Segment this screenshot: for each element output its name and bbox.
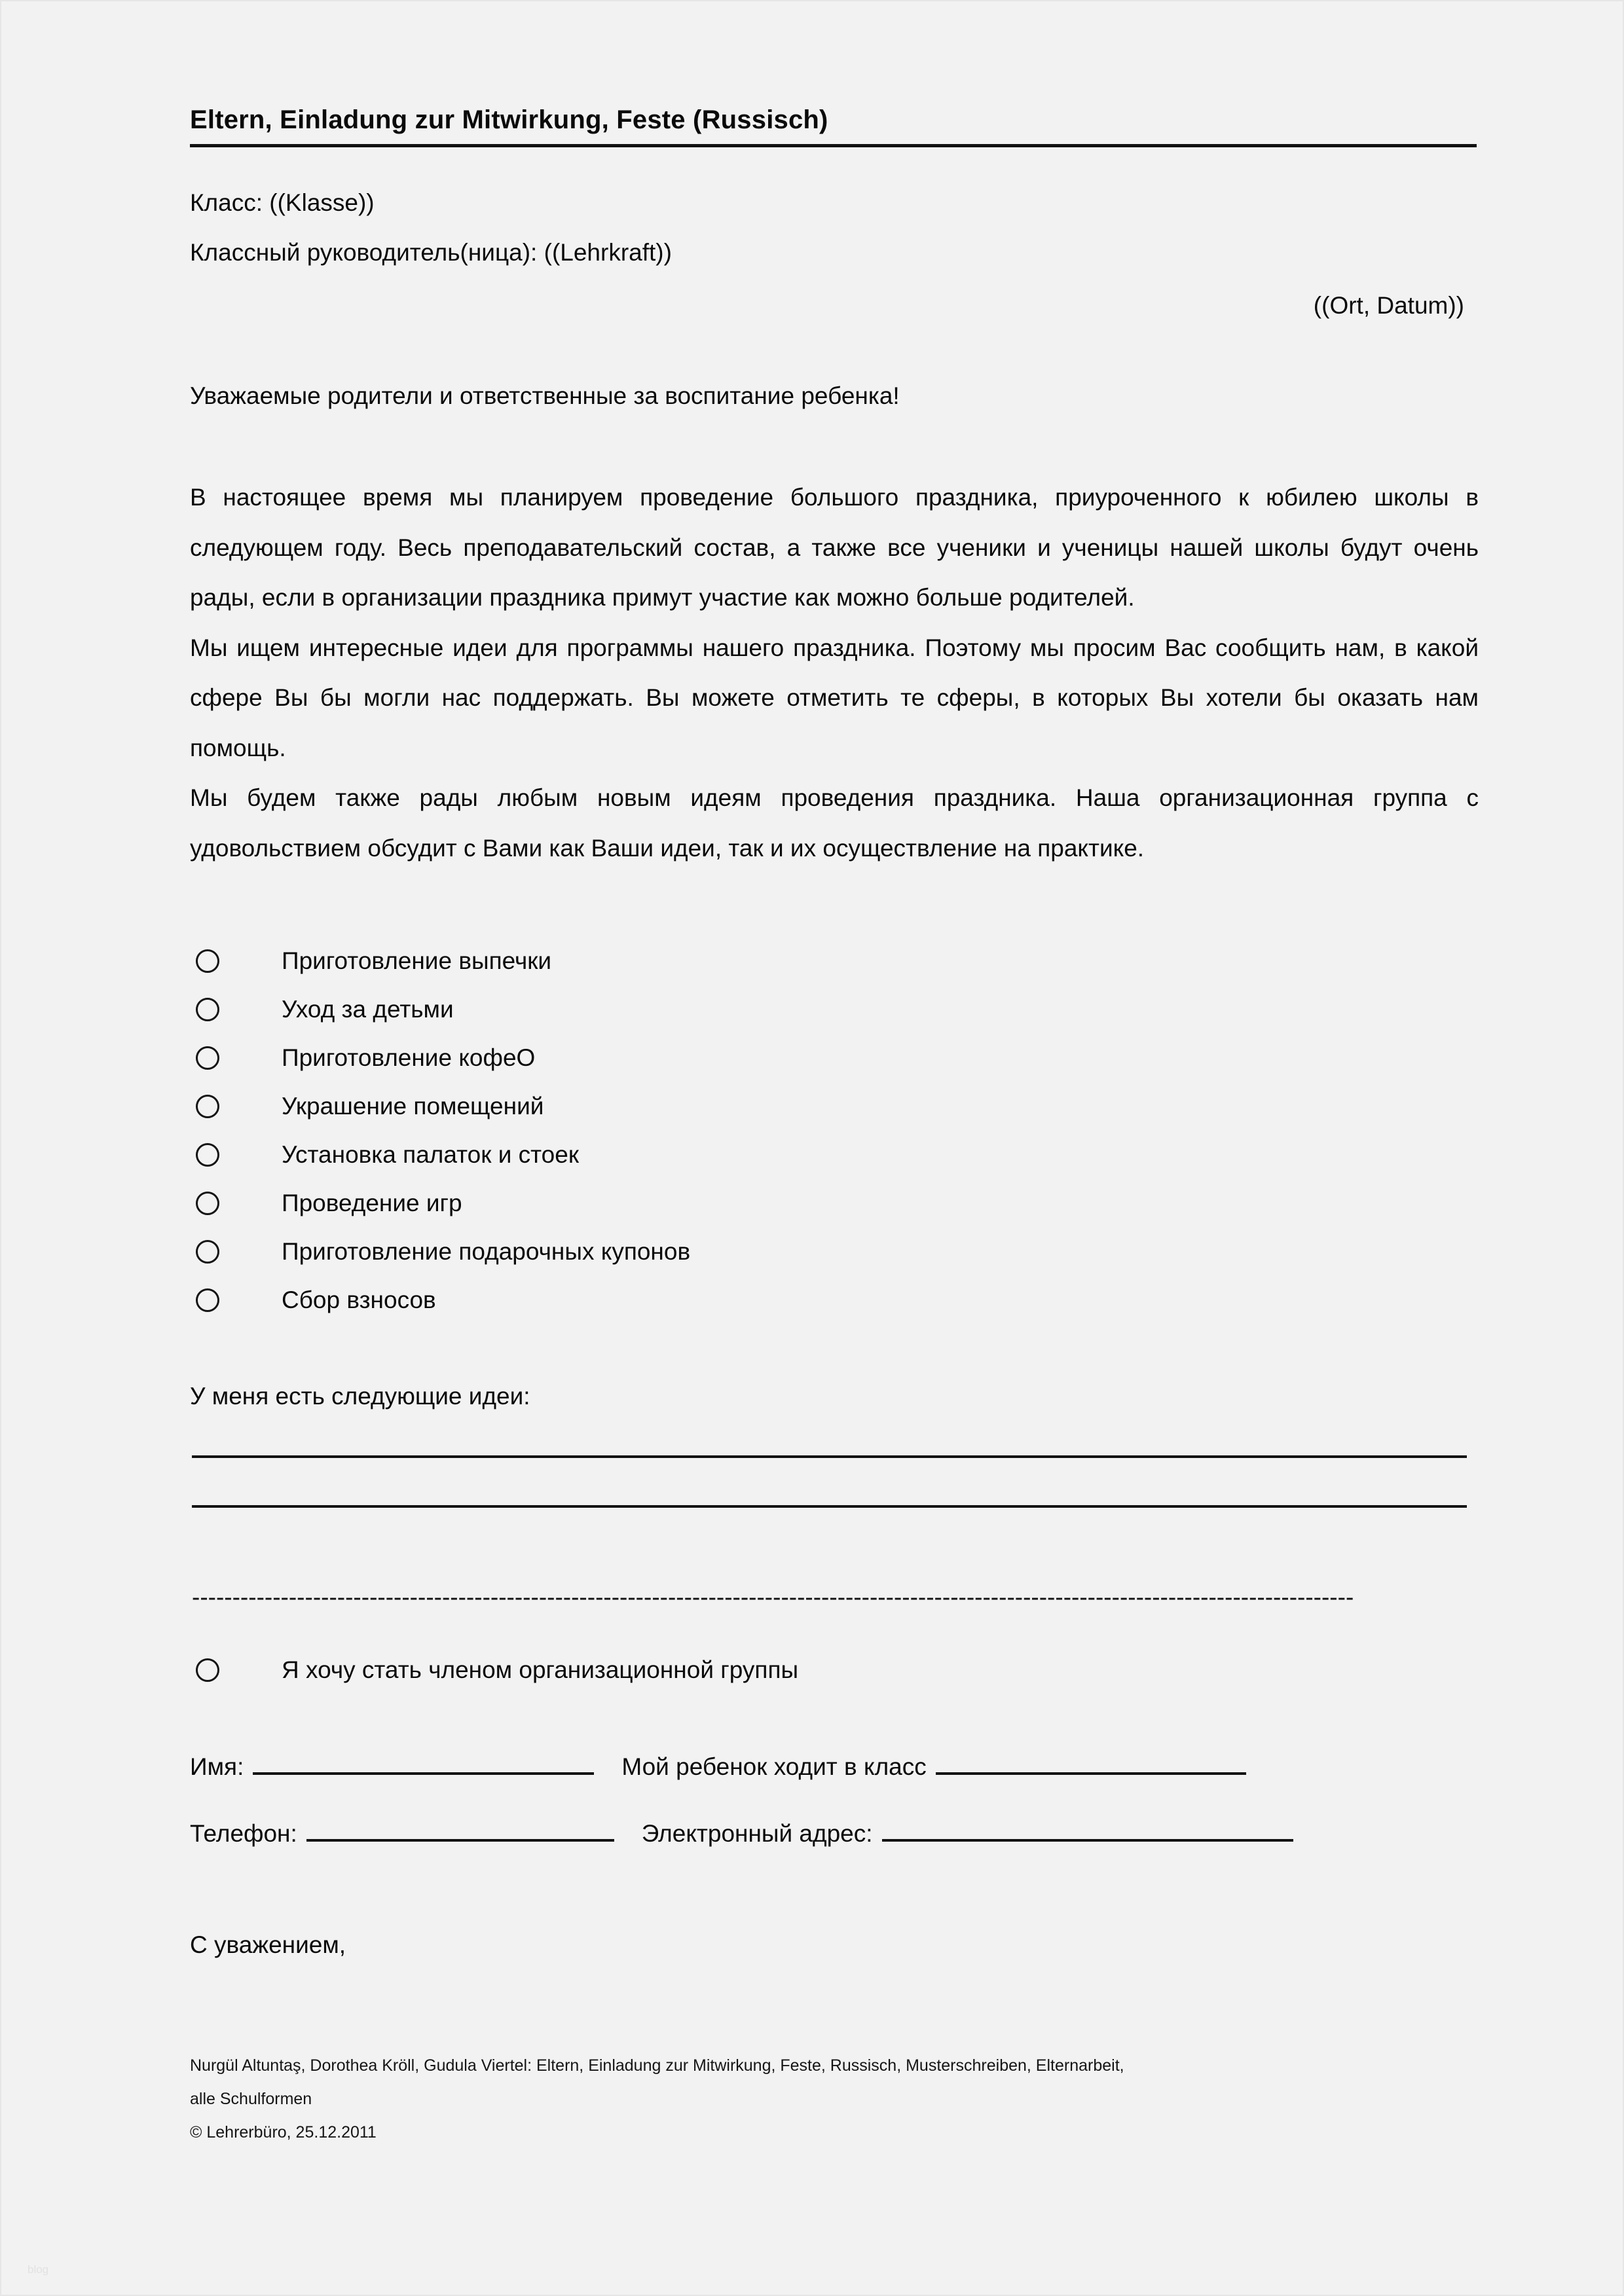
title-divider bbox=[190, 144, 1477, 147]
page-title: Eltern, Einladung zur Mitwirkung, Feste (Russisch) bbox=[190, 105, 828, 134]
closing-line: С уважением, bbox=[190, 1931, 346, 1958]
option-label: Приготовление кофеО bbox=[282, 1044, 536, 1071]
ideas-label: У меня есть следующие идеи: bbox=[190, 1382, 530, 1410]
join-group-label: Я хочу стать членом организационной группы bbox=[282, 1656, 799, 1683]
option-row[interactable] bbox=[190, 1179, 1479, 1228]
radio-icon[interactable] bbox=[196, 1192, 219, 1215]
paragraph-1: В настоящее время мы планируем проведение большого праздника, приуроченного к юбилею школы в следующем году. Весь преподавательский состав, а также все ученики и ученицы нашей школы будут очень рады, если в организации праздника примут участие как можно больше родителей. bbox=[190, 484, 1479, 611]
option-row[interactable] bbox=[190, 1228, 1479, 1276]
radio-icon[interactable] bbox=[196, 949, 219, 973]
option-row[interactable] bbox=[190, 1131, 1479, 1179]
footer-authors: Nurgül Altuntaş, Dorothea Kröll, Gudula Viertel: Eltern, Einladung zur Mitwirkung, Feste, Russisch, Musterschreiben, Elternarbeit, bbox=[190, 2056, 1124, 2075]
radio-icon[interactable] bbox=[196, 1046, 219, 1070]
radio-icon[interactable] bbox=[196, 1288, 219, 1312]
phone-input[interactable] bbox=[306, 1812, 614, 1842]
child-class-label: Мой ребенок ходит в класс bbox=[621, 1753, 927, 1780]
salutation: Уважаемые родители и ответственные за воспитание ребенка! bbox=[190, 382, 900, 409]
corner-watermark: blog bbox=[28, 2263, 49, 2276]
options-list bbox=[190, 937, 1479, 1324]
option-label: Украшение помещений bbox=[282, 1092, 544, 1120]
field-place-date: ((Ort, Datum)) bbox=[1313, 292, 1464, 319]
paragraph-2: Мы ищем интересные идеи для программы нашего праздника. Поэтому мы просим Вас сообщить нам, в какой сфере Вы бы могли нас поддержать. Вы можете отметить те сферы, в которых Вы хотели бы оказать нам помощь. bbox=[190, 634, 1479, 761]
dashed-separator: ------------------------------------------------------------------------------------------------------------------------------------------------ bbox=[192, 1583, 1354, 1611]
option-label: Установка палаток и стоек bbox=[282, 1140, 580, 1168]
option-label: Приготовление подарочных купонов bbox=[282, 1237, 691, 1265]
footer-credits bbox=[190, 2049, 1479, 2150]
name-input[interactable] bbox=[253, 1745, 594, 1775]
option-row[interactable] bbox=[190, 937, 1479, 985]
option-label: Сбор взносов bbox=[282, 1286, 436, 1313]
radio-icon[interactable] bbox=[196, 1143, 219, 1167]
option-row[interactable] bbox=[190, 985, 1479, 1034]
option-label: Проведение игр bbox=[282, 1189, 462, 1216]
email-label: Электронный адрес: bbox=[641, 1819, 873, 1847]
radio-icon[interactable] bbox=[196, 1658, 219, 1682]
child-class-input[interactable] bbox=[936, 1745, 1246, 1775]
radio-icon[interactable] bbox=[196, 1095, 219, 1118]
phone-label: Телефон: bbox=[190, 1819, 297, 1847]
field-class-line: Класс: ((Klasse)) bbox=[190, 189, 375, 216]
name-label: Имя: bbox=[190, 1753, 244, 1780]
option-row[interactable] bbox=[190, 1034, 1479, 1082]
footer-copyright: © Lehrerbüro, 25.12.2011 bbox=[190, 2123, 377, 2142]
option-row[interactable] bbox=[190, 1082, 1479, 1131]
option-label: Уход за детьми bbox=[282, 995, 454, 1023]
body-text bbox=[190, 473, 1479, 874]
radio-icon[interactable] bbox=[196, 1240, 219, 1264]
form-row-name bbox=[190, 1745, 1479, 1781]
radio-icon[interactable] bbox=[196, 998, 219, 1021]
page-content bbox=[190, 1, 1479, 2149]
join-group-row[interactable] bbox=[190, 1652, 1479, 1688]
form-row-contact bbox=[190, 1812, 1479, 1848]
field-teacher-line: Классный руководитель(ница): ((Lehrkraft)) bbox=[190, 239, 672, 266]
paragraph-3: Мы будем также рады любым новым идеям проведения праздника. Наша организационная группа с удовольствием обсудит с Вами как Ваши идеи, так и их осуществление на практике. bbox=[190, 784, 1479, 862]
option-row[interactable] bbox=[190, 1276, 1479, 1324]
option-label: Приготовление выпечки bbox=[282, 947, 552, 974]
ideas-write-line-1[interactable] bbox=[192, 1455, 1467, 1458]
footer-school-types: alle Schulformen bbox=[190, 2089, 312, 2108]
email-input[interactable] bbox=[882, 1812, 1293, 1842]
ideas-write-line-2[interactable] bbox=[192, 1505, 1467, 1508]
